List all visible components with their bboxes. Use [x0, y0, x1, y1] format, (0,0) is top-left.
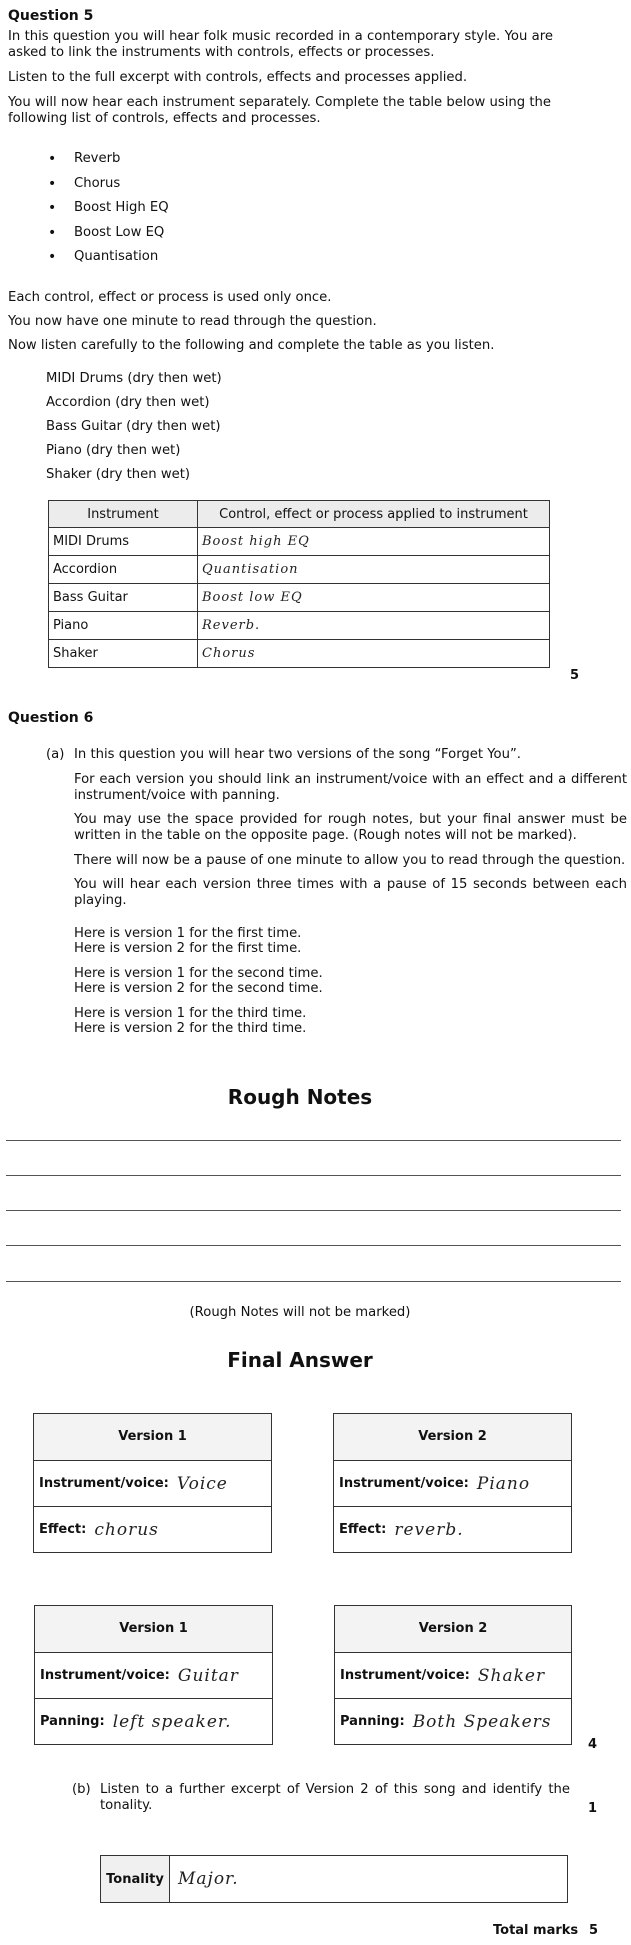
rough-notes-line[interactable] — [6, 1281, 621, 1282]
box-header: Version 2 — [335, 1606, 571, 1653]
effect-row — [334, 1507, 571, 1552]
question-6-title: Question 6 — [8, 710, 94, 726]
option-item: • Boost High EQ — [8, 199, 169, 224]
play-item: Here is version 1 for the third time. — [74, 1006, 307, 1021]
q6-a-rough-text: You may use the space provided for rough notes, but your final answer must be written in the table on the opposite page. (Rough notes will not be marked). — [74, 812, 627, 843]
instrument-cell: MIDI Drums — [49, 528, 198, 556]
q6a-marks: 4 — [588, 1737, 598, 1752]
q6-a-link-text: For each version you should link an instrument/voice with an effect and a different instrument/voice with panning. — [74, 772, 627, 803]
table-row — [49, 584, 550, 612]
part-b-label: (b) — [72, 1782, 91, 1797]
version-2-effect-box — [333, 1413, 572, 1553]
q5-intro-text: In this question you will hear folk music recorded in a contemporary style. You are asked to link the instruments with controls, effects or processes. — [8, 29, 553, 60]
table-header-row — [49, 501, 550, 528]
options-list — [8, 150, 169, 273]
instrument-answer[interactable]: Voice — [176, 1473, 228, 1494]
question-5-title: Question 5 — [8, 8, 94, 24]
instrument-row — [335, 1653, 571, 1699]
playlist-item: Accordion (dry then wet) — [46, 395, 210, 410]
instrument-label: Instrument/voice: — [339, 1476, 469, 1491]
answer-cell[interactable]: Reverb. — [198, 612, 550, 640]
panning-answer[interactable]: left speaker. — [112, 1711, 232, 1732]
total-marks-value: 5 — [589, 1923, 599, 1938]
instrument-answer[interactable]: Guitar — [177, 1665, 239, 1686]
effect-row — [34, 1507, 271, 1552]
tonality-box — [100, 1855, 568, 1903]
effect-answer[interactable]: reverb. — [394, 1519, 464, 1540]
effect-label: Effect: — [39, 1522, 87, 1537]
header-instrument: Instrument — [49, 501, 198, 528]
instrument-label: Instrument/voice: — [340, 1668, 470, 1683]
q5-once-text: Each control, effect or process is used only once. — [8, 290, 332, 305]
q6-a-intro: In this question you will hear two versions of the song “Forget You”. — [74, 747, 521, 762]
answer-cell[interactable]: Boost low EQ — [198, 584, 550, 612]
version-1-effect-box — [33, 1413, 272, 1553]
option-item: • Quantisation — [8, 248, 169, 273]
rough-notes-line[interactable] — [6, 1245, 621, 1246]
play-item: Here is version 2 for the third time. — [74, 1021, 307, 1036]
instrument-label: Instrument/voice: — [40, 1668, 170, 1683]
final-answer-title: Final Answer — [227, 1348, 373, 1372]
playlist — [46, 370, 222, 490]
q5-listen-text: Listen to the full excerpt with controls, effects and processes applied. — [8, 70, 468, 85]
rough-notes-note: (Rough Notes will not be marked) — [189, 1305, 411, 1320]
answer-cell[interactable]: Boost high EQ — [198, 528, 550, 556]
play-item: Here is version 2 for the second time. — [74, 981, 323, 996]
panning-row — [35, 1699, 272, 1744]
panning-label: Panning: — [340, 1714, 405, 1729]
q6-a-pause-text: There will now be a pause of one minute to allow you to read through the question. — [74, 853, 626, 868]
version-2-panning-box — [334, 1605, 572, 1745]
rough-notes-title: Rough Notes — [227, 1085, 373, 1109]
q5-read-text: You now have one minute to read through the question. — [8, 314, 377, 329]
q5-listen-complete-text: Now listen carefully to the following and complete the table as you listen. — [8, 338, 495, 353]
instrument-effect-table — [48, 500, 550, 668]
q6-b-text: Listen to a further excerpt of Version 2 of this song and identify the tonality. — [100, 1782, 570, 1813]
playlist-item: MIDI Drums (dry then wet) — [46, 371, 222, 386]
panning-label: Panning: — [40, 1714, 105, 1729]
q5-complete-table-text: You will now hear each instrument separately. Complete the table below using the following list of controls, effects and processes. — [8, 95, 551, 126]
play-item: Here is version 1 for the first time. — [74, 926, 302, 941]
box-header: Version 2 — [334, 1414, 571, 1461]
instrument-row — [34, 1461, 271, 1507]
effect-answer[interactable]: chorus — [94, 1519, 159, 1540]
rough-notes-line[interactable] — [6, 1175, 621, 1176]
play-item: Here is version 2 for the first time. — [74, 941, 302, 956]
instrument-row — [35, 1653, 272, 1699]
instrument-answer[interactable]: Shaker — [477, 1665, 546, 1686]
instrument-row — [334, 1461, 571, 1507]
play-order — [74, 926, 323, 1036]
q5-marks: 5 — [570, 668, 580, 683]
table-row — [49, 640, 550, 668]
version-1-panning-box — [34, 1605, 273, 1745]
instrument-cell: Bass Guitar — [49, 584, 198, 612]
table-row — [49, 528, 550, 556]
option-item: • Boost Low EQ — [8, 224, 169, 249]
tonality-answer[interactable]: Major. — [178, 1869, 239, 1889]
rough-notes-line[interactable] — [6, 1140, 621, 1141]
table-row — [49, 556, 550, 584]
playlist-item: Bass Guitar (dry then wet) — [46, 419, 221, 434]
panning-answer[interactable]: Both Speakers — [412, 1711, 552, 1732]
instrument-cell: Accordion — [49, 556, 198, 584]
effect-label: Effect: — [339, 1522, 387, 1537]
q6-a-hear-text: You will hear each version three times with a pause of 15 seconds between each playing. — [74, 877, 627, 908]
instrument-cell: Piano — [49, 612, 198, 640]
table-row — [49, 612, 550, 640]
option-item: • Chorus — [8, 175, 169, 200]
answer-cell[interactable]: Quantisation — [198, 556, 550, 584]
box-header: Version 1 — [35, 1606, 272, 1653]
header-control: Control, effect or process applied to instrument — [198, 501, 550, 528]
play-item: Here is version 1 for the second time. — [74, 966, 323, 981]
tonality-label: Tonality — [101, 1856, 170, 1902]
instrument-answer[interactable]: Piano — [476, 1473, 531, 1494]
rough-notes-line[interactable] — [6, 1210, 621, 1211]
total-marks-label: Total marks — [493, 1923, 579, 1938]
q6b-marks: 1 — [588, 1801, 598, 1816]
box-header: Version 1 — [34, 1414, 271, 1461]
panning-row — [335, 1699, 571, 1744]
instrument-cell: Shaker — [49, 640, 198, 668]
instrument-label: Instrument/voice: — [39, 1476, 169, 1491]
playlist-item: Shaker (dry then wet) — [46, 467, 191, 482]
option-item: • Reverb — [8, 150, 169, 175]
playlist-item: Piano (dry then wet) — [46, 443, 181, 458]
part-a-label: (a) — [46, 747, 65, 762]
answer-cell[interactable]: Chorus — [198, 640, 550, 668]
